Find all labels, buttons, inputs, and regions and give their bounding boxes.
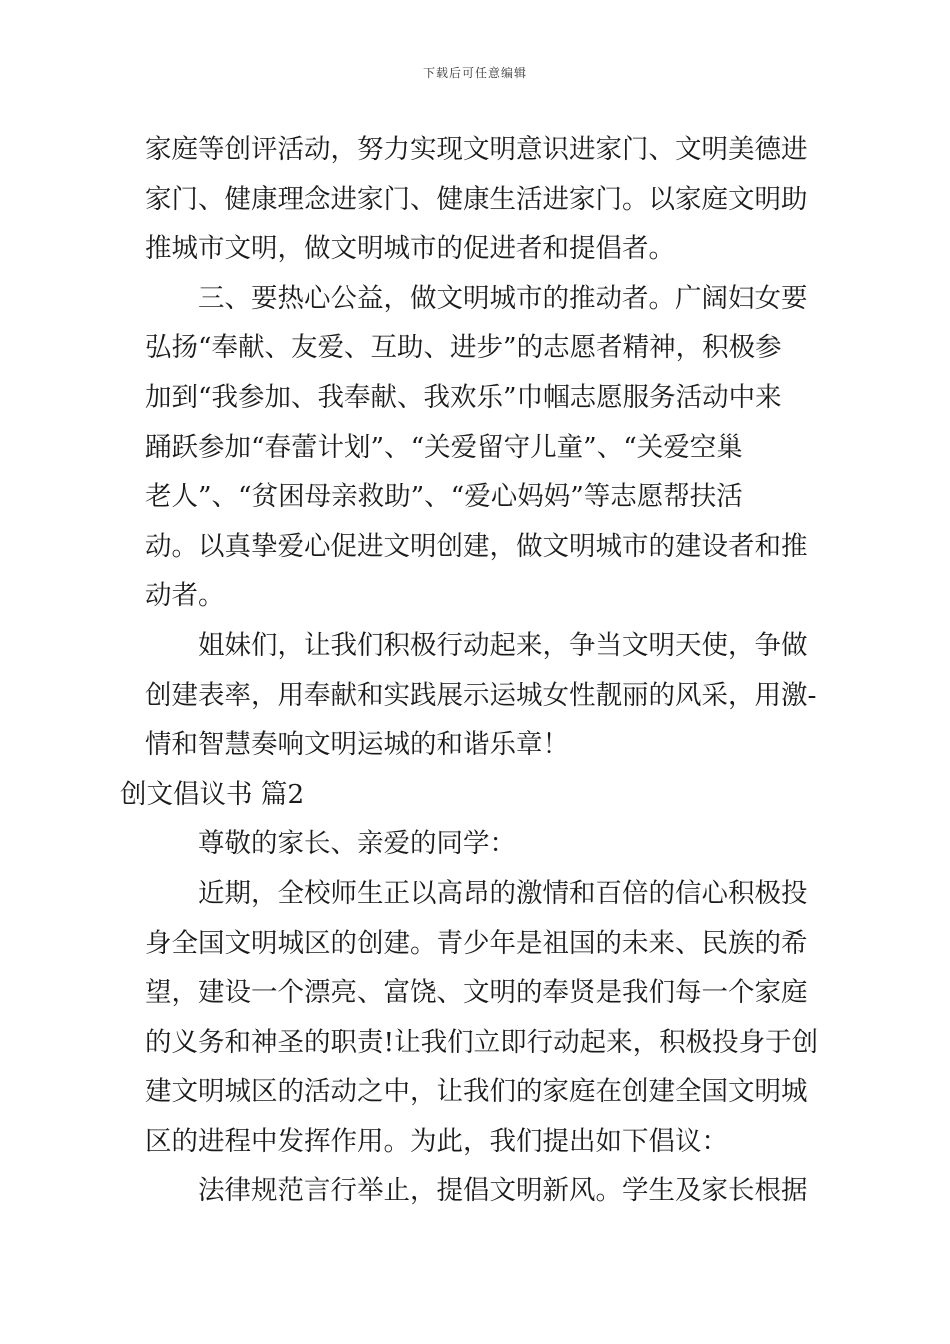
text-line: 推城市文明，做文明城市的促进者和提倡者。 [145, 233, 675, 265]
text-line: 的义务和神圣的职责!让我们立即行动起来，积极投身于创 [145, 1026, 819, 1058]
text-line: 建文明城区的活动之中，让我们的家庭在创建全国文明城 [145, 1076, 808, 1108]
text-line: 望，建设一个漂亮、富饶、文明的奉贤是我们每一个家庭 [145, 977, 808, 1009]
text-line: 法律规范言行举止，提倡文明新风。学生及家长根据 [198, 1175, 808, 1207]
text-line: 近期，全校师生正以高昂的激情和百倍的信心积极投 [198, 877, 808, 909]
text-line: 身全国文明城区的创建。青少年是祖国的未来、民族的希 [145, 927, 808, 959]
text-line: 情和智慧奏响文明运城的和谐乐章！ [145, 729, 569, 761]
document-body [120, 125, 819, 1216]
text-line: 家门、健康理念进家门、健康生活进家门。以家庭文明助 [145, 183, 808, 215]
text-line: 加到“我参加、我奉献、我欢乐”巾帼志愿服务活动中来 [145, 381, 782, 413]
text-line: 动者。 [145, 580, 225, 612]
text-line: 姐妹们，让我们积极行动起来，争当文明天使，争做 [198, 629, 808, 661]
text-line: 区的进程中发挥作用。为此，我们提出如下倡议： [145, 1125, 728, 1157]
text-line: 动。以真挚爱心促进文明创建，做文明城市的建设者和推 [145, 530, 808, 562]
text-line: 创建表率，用奉献和实践展示运城女性靓丽的风采，用激- [145, 679, 817, 711]
text-line: 弘扬“奉献、友爱、互助、进步”的志愿者精神，积极参 [145, 332, 782, 364]
section-heading: 创文倡议书 篇2 [120, 778, 305, 810]
text-line: 家庭等创评活动，努力实现文明意识进家门、文明美德进 [145, 134, 808, 165]
text-line: 老人”、“贫困母亲救助”、“爱心妈妈”等志愿帮扶活 [145, 481, 743, 513]
text-line: 尊敬的家长、亲爱的同学： [198, 828, 516, 860]
text-line: 三、要热心公益，做文明城市的推动者。广阔妇女要 [198, 282, 808, 314]
text-line: 踊跃参加“春蕾计划”、“关爱留守儿童”、“关爱空巢 [145, 431, 743, 463]
page-header-note: 下载后可任意编辑 [422, 66, 527, 80]
